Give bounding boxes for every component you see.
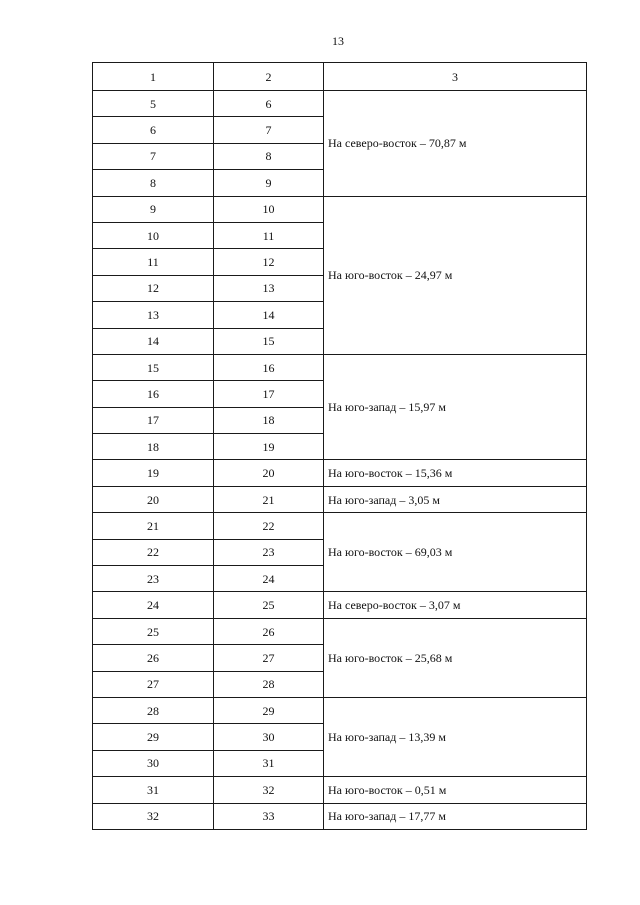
point-to-cell: 11 [214,222,324,248]
point-from-cell: 24 [93,592,214,618]
direction-cell: На юго-восток – 15,36 м [324,460,587,486]
header-cell-2: 2 [214,63,324,91]
table-row [93,592,587,618]
point-to-cell: 13 [214,275,324,301]
point-from-cell: 31 [93,777,214,803]
point-from-cell: 30 [93,750,214,776]
page-number: 13 [332,34,344,48]
point-to-cell: 20 [214,460,324,486]
point-to-cell: 23 [214,539,324,565]
header-cell-3: 3 [324,63,587,91]
point-to-cell: 29 [214,697,324,723]
point-to-cell: 27 [214,645,324,671]
point-from-cell: 21 [93,513,214,539]
point-to-cell: 32 [214,777,324,803]
point-from-cell: 10 [93,222,214,248]
point-to-cell: 22 [214,513,324,539]
point-from-cell: 7 [93,143,214,169]
point-from-cell: 11 [93,249,214,275]
point-from-cell: 12 [93,275,214,301]
point-to-cell: 10 [214,196,324,222]
direction-cell: На юго-запад – 13,39 м [324,697,587,776]
point-to-cell: 6 [214,91,324,117]
point-from-cell: 5 [93,91,214,117]
direction-cell: На юго-восток – 24,97 м [324,196,587,354]
table-row [93,354,587,380]
point-to-cell: 21 [214,486,324,512]
table-row [93,486,587,512]
point-to-cell: 9 [214,170,324,196]
table-row [93,777,587,803]
direction-cell: На юго-восток – 0,51 м [324,777,587,803]
point-from-cell: 29 [93,724,214,750]
table-row [93,697,587,723]
point-from-cell: 28 [93,697,214,723]
point-to-cell: 31 [214,750,324,776]
direction-cell: На юго-запад – 15,97 м [324,354,587,460]
table-row [93,460,587,486]
point-to-cell: 25 [214,592,324,618]
point-from-cell: 23 [93,566,214,592]
point-to-cell: 17 [214,381,324,407]
point-to-cell: 16 [214,354,324,380]
point-to-cell: 14 [214,302,324,328]
point-to-cell: 30 [214,724,324,750]
point-from-cell: 9 [93,196,214,222]
point-from-cell: 13 [93,302,214,328]
point-from-cell: 14 [93,328,214,354]
direction-cell: На северо-восток – 3,07 м [324,592,587,618]
point-from-cell: 20 [93,486,214,512]
point-from-cell: 25 [93,618,214,644]
point-to-cell: 12 [214,249,324,275]
header-cell-1: 1 [93,63,214,91]
table-row [93,91,587,117]
point-to-cell: 24 [214,566,324,592]
direction-cell: На юго-восток – 69,03 м [324,513,587,592]
direction-cell: На северо-восток – 70,87 м [324,91,587,197]
table-row [93,803,587,829]
point-to-cell: 7 [214,117,324,143]
point-from-cell: 15 [93,354,214,380]
point-to-cell: 15 [214,328,324,354]
table-row [93,618,587,644]
point-to-cell: 18 [214,407,324,433]
table-row [93,513,587,539]
table-header-row [93,63,587,91]
direction-cell: На юго-восток – 25,68 м [324,618,587,697]
point-from-cell: 8 [93,170,214,196]
point-to-cell: 26 [214,618,324,644]
table-row [93,196,587,222]
point-from-cell: 22 [93,539,214,565]
point-from-cell: 16 [93,381,214,407]
point-from-cell: 18 [93,434,214,460]
point-to-cell: 28 [214,671,324,697]
point-from-cell: 26 [93,645,214,671]
point-from-cell: 32 [93,803,214,829]
point-from-cell: 6 [93,117,214,143]
point-to-cell: 33 [214,803,324,829]
point-from-cell: 27 [93,671,214,697]
point-to-cell: 8 [214,143,324,169]
point-from-cell: 17 [93,407,214,433]
point-to-cell: 19 [214,434,324,460]
table-body [93,63,587,830]
point-from-cell: 19 [93,460,214,486]
boundary-points-table [92,62,587,830]
direction-cell: На юго-запад – 3,05 м [324,486,587,512]
direction-cell: На юго-запад – 17,77 м [324,803,587,829]
